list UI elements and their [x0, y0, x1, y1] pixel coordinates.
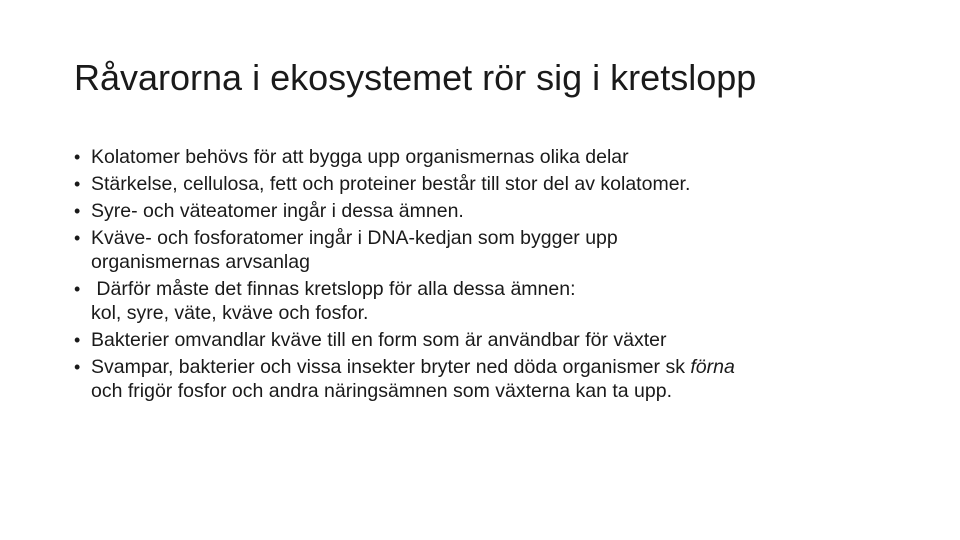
bullet-text	[91, 277, 934, 325]
bullet-icon: •	[74, 201, 81, 221]
bullet-icon: •	[74, 279, 81, 299]
bullet-item-4	[74, 226, 934, 274]
bullet-text	[91, 145, 934, 169]
bullet-line	[91, 355, 934, 379]
bullet-text	[91, 172, 934, 196]
bullet-item-5	[74, 277, 934, 325]
bullet-icon: •	[74, 147, 81, 167]
bullet-line-continuation: kol, syre, väte, kväve och fosfor.	[91, 302, 369, 324]
bullet-text	[91, 328, 934, 352]
bullet-icon: •	[74, 357, 81, 377]
bullet-line: Bakterier omvandlar kväve till en form som är användbar för växter	[91, 329, 667, 351]
bullet-line: Stärkelse, cellulosa, fett och proteiner består till stor del av kolatomer.	[91, 173, 691, 195]
bullet-line-continuation: organismernas arvsanlag	[91, 251, 310, 273]
bullet-item-3	[74, 199, 934, 223]
emphasized-term: förna	[690, 356, 735, 378]
bullet-icon: •	[74, 228, 81, 248]
bullet-line-continuation: och frigör fosfor och andra näringsämnen som växterna kan ta upp.	[91, 380, 672, 402]
bullet-item-7	[74, 355, 934, 403]
bullet-text	[91, 199, 934, 223]
bullet-item-2	[74, 172, 934, 196]
bullet-list	[74, 145, 934, 406]
bullet-line: Kväve- och fosforatomer ingår i DNA-kedjan som bygger upp	[91, 227, 618, 249]
bullet-line: Därför måste det finnas kretslopp för alla dessa ämnen:	[91, 278, 576, 300]
bullet-line-text: Svampar, bakterier och vissa insekter bryter ned döda organismer sk	[91, 356, 691, 378]
bullet-item-6	[74, 328, 934, 352]
bullet-icon: •	[74, 330, 81, 350]
bullet-text	[91, 355, 934, 403]
bullet-icon: •	[74, 174, 81, 194]
bullet-text	[91, 226, 934, 274]
bullet-line: Kolatomer behövs för att bygga upp organismernas olika delar	[91, 146, 629, 168]
bullet-line: Syre- och väteatomer ingår i dessa ämnen.	[91, 200, 464, 222]
slide-title: Råvarorna i ekosystemet rör sig i kretslopp	[74, 57, 757, 98]
bullet-item-1	[74, 145, 934, 169]
